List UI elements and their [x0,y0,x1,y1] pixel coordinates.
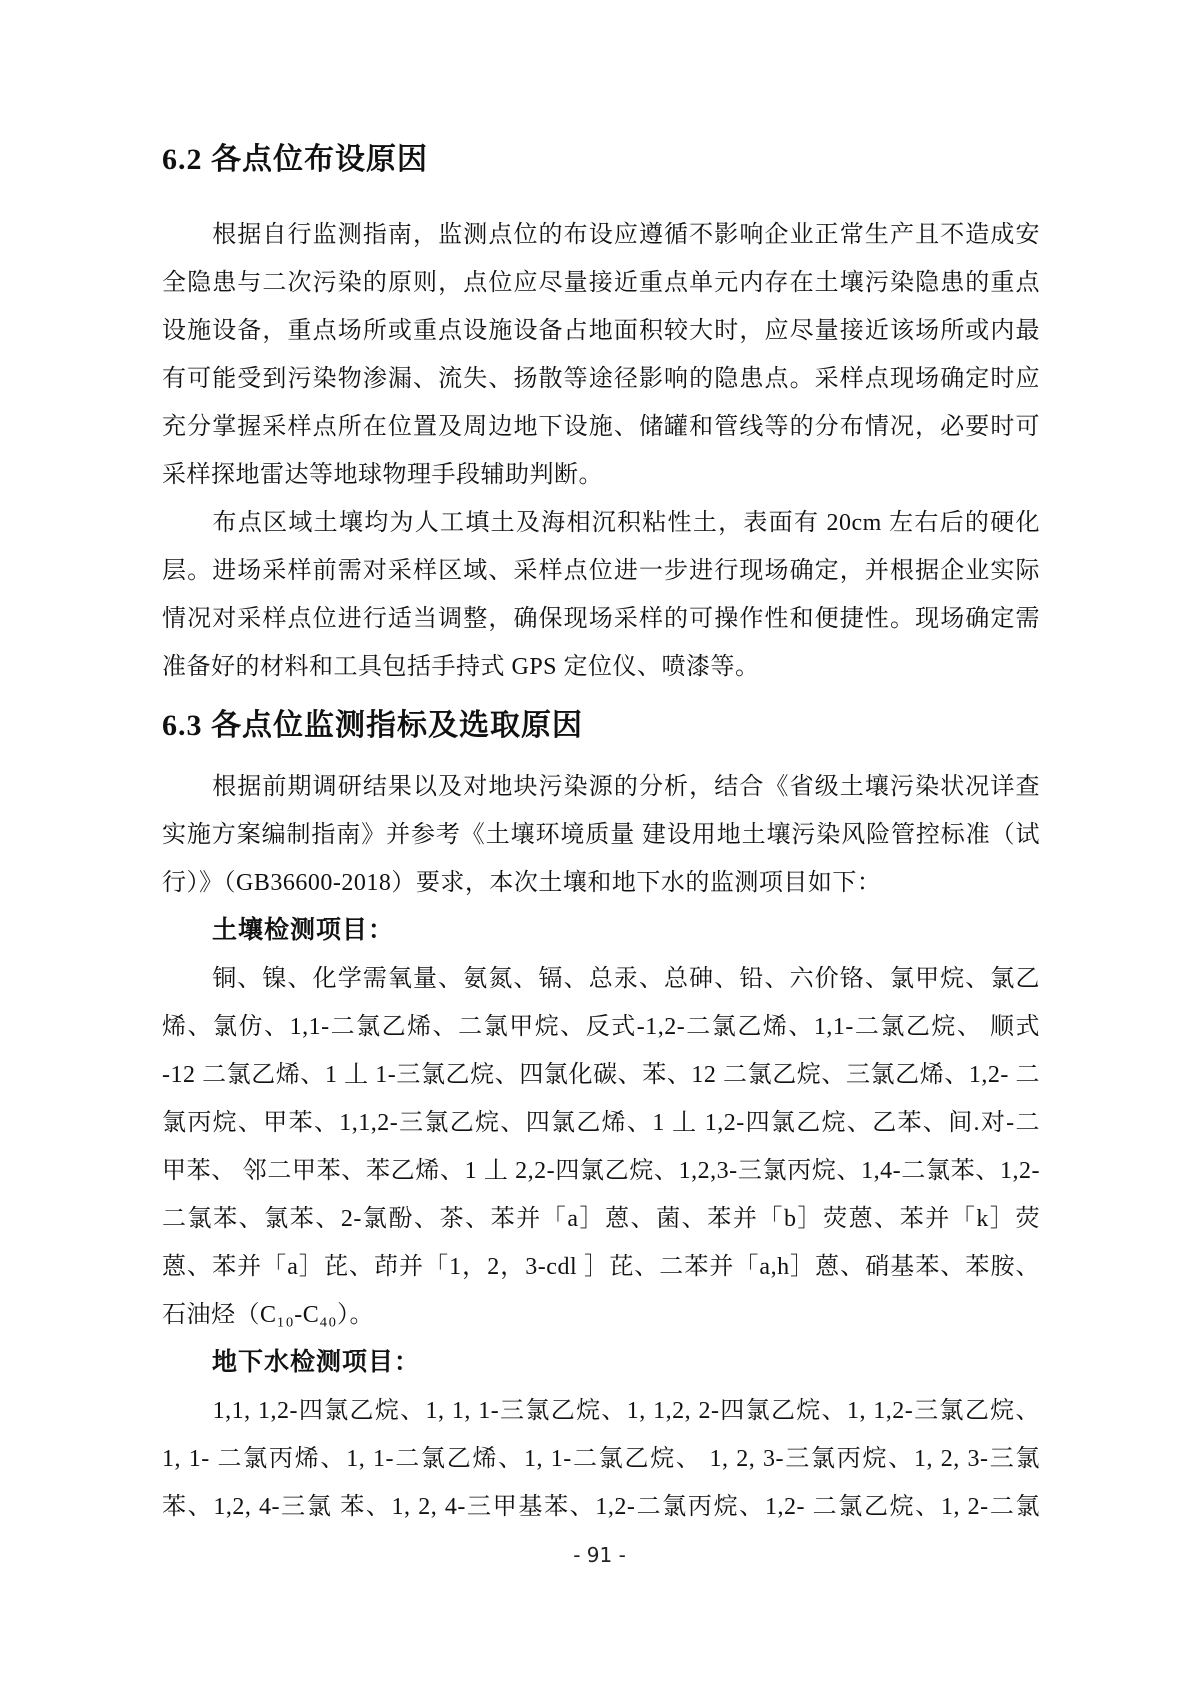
text-line: 行）》（GB36600-2018）要求，本次土壤和地下水的监测项目如下： [162,870,882,896]
text-line: 根据前期调研结果以及对地块污染源的分析，结合《省级土壤污染状况详查 [162,774,1040,800]
text-line: 充分掌握采样点所在位置及周边地下设施、储罐和管线等的分布情况，必要时可 [162,414,1040,440]
text-line: 层。进场采样前需对采样区域、采样点位进一步进行现场确定，并根据企业实际 [162,558,1040,584]
document-content [162,135,1040,1531]
text-line: -12 二氯乙烯、1 丄 1-三氯乙烷、四氯化碳、苯、12 二氯乙烷、三氯乙烯、1,2- 二 [162,1062,1040,1088]
text-line: 蒽、苯并「a］芘、茚并「1，2，3-cdl ］芘、二苯并「a,h］蒽、硝基苯、苯胺、 [162,1254,1040,1280]
text-line: 甲苯、 邻二甲苯、苯乙烯、1 丄 2,2-四氯乙烷、1,2,3-三氯丙烷、1,4-二氯苯、1,2- [162,1158,1040,1184]
page-number: - 91 - [573,1543,626,1567]
text-line: 1,1, 1,2-四氯乙烷、1, 1, 1-三氯乙烷、1, 1,2, 2-四氯乙烷、1, 1,2-三氯乙烷、 [162,1398,1040,1424]
text-line: 采样探地雷达等地球物理手段辅助判断。 [162,462,603,488]
text-line: 布点区域土壤均为人工填土及海相沉积粘性土，表面有 20cm 左右后的硬化 [162,510,1040,536]
paragraph [162,1387,1040,1531]
text-line: 氯丙烷、甲苯、1,1,2-三氯乙烷、四氯乙烯、1 丄 1,2-四氯乙烷、乙苯、间.对-二 [162,1110,1040,1136]
text-line: 二氯苯、氯苯、2-氯酚、茶、苯并「a］蒽、菌、苯并「b］荧蒽、苯并「k］荧 [162,1206,1040,1232]
list-label: 地下水检测项目： [212,1349,421,1376]
text-line: 设施设备，重点场所或重点设施设备占地面积较大时，应尽量接近该场所或内最 [162,318,1040,344]
paragraph [162,499,1040,691]
text-line: 根据自行监测指南，监测点位的布设应遵循不影响企业正常生产且不造成安 [162,222,1040,248]
text-line: 全隐患与二次污染的原则，点位应尽量接近重点单元内存在土壤污染隐患的重点 [162,270,1040,296]
paragraph [162,211,1040,499]
text-line: 铜、镍、化学需氧量、氨氮、镉、总汞、总砷、铅、六价铬、氯甲烷、氯乙 [162,966,1040,992]
paragraph [162,955,1040,1339]
text-line: 有可能受到污染物渗漏、流失、扬散等途径影响的隐患点。采样点现场确定时应 [162,366,1040,392]
section-heading: 6.3 各点位监测指标及选取原因 [162,709,583,742]
text-line: 准备好的材料和工具包括手持式 GPS 定位仪、喷漆等。 [162,654,760,680]
list-label: 土壤检测项目： [212,917,395,944]
text-line: 情况对采样点位进行适当调整，确保现场采样的可操作性和便捷性。现场确定需 [162,606,1040,632]
section-heading: 6.2 各点位布设原因 [162,143,428,176]
text-line: 实施方案编制指南》并参考《土壤环境质量 建设用地土壤污染风险管控标准（试 [162,822,1040,848]
text-line: 烯、氯仿、1,1-二氯乙烯、二氯甲烷、反式-1,2-二氯乙烯、1,1-二氯乙烷、 顺式 [162,1014,1040,1040]
text-line: 1, 1- 二氯丙烯、1, 1-二氯乙烯、1, 1-二氯乙烷、 1, 2, 3-三氯丙烷、1, 2, 3-三氯 [162,1446,1040,1472]
text-line: 石油烃（C₁₀-C₄₀）。 [162,1302,374,1328]
paragraph [162,763,1040,907]
text-line: 苯、1,2, 4-三氯 苯、1, 2, 4-三甲基苯、1,2-二氯丙烷、1,2- 二氯乙烷、1, 2-二氯 [162,1494,1040,1520]
